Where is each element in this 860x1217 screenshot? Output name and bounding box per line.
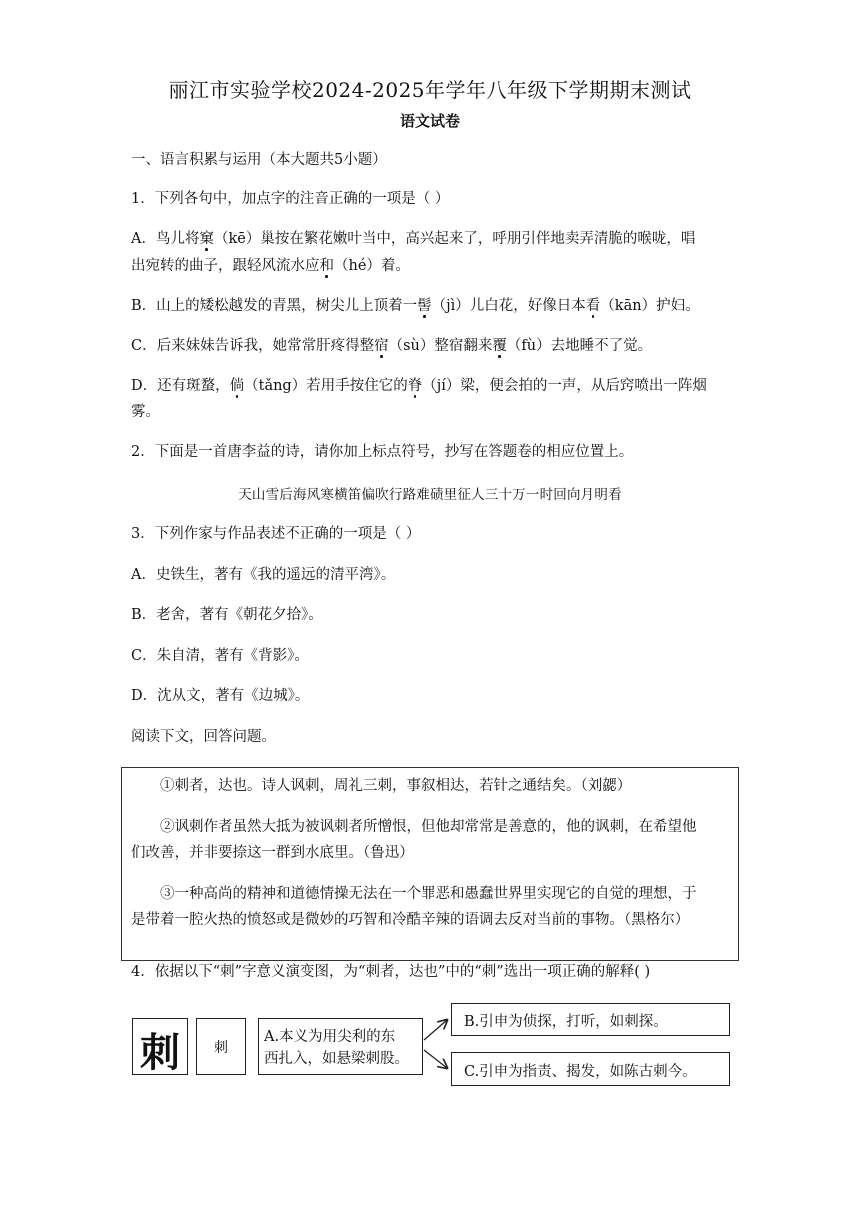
passage-paragraph-2-line1: ②讽刺作者虽然大抵为被讽刺者所憎恨，但他却常常是善意的，他的讽刺，在希望他 xyxy=(160,819,697,835)
arrow-to-c xyxy=(424,1050,447,1068)
q1c-mid: （sù）整宿翻来 xyxy=(388,338,493,354)
q3-option-b: B．老舍，著有《朝花夕拾》。 xyxy=(131,607,323,623)
q1b-prefix: B．山上的矮松越发的青黑，树尖儿上顶着一 xyxy=(131,298,418,314)
reading-intro: 阅读下文，回答问题。 xyxy=(131,729,276,745)
q1a-mid: （kē）巢按在繁花嫩叶当中，高兴起来了，呼朋引伴地卖弄清脆的喉咙，唱 xyxy=(213,231,696,247)
q1b-suffix: （kān）护妇。 xyxy=(600,298,700,314)
q1a-line2-suffix: （hé）着。 xyxy=(334,258,410,274)
q3-option-c: C．朱自清，著有《背影》。 xyxy=(131,648,309,664)
q1c-dotted-char-1: 宿 xyxy=(374,338,389,354)
passage-paragraph-3-line2: 是带着一腔火热的愤怒或是微妙的巧智和冷酷辛辣的语调去反对当前的事物。（黑格尔） xyxy=(131,912,690,928)
q1d-dotted-char-2: 脊 xyxy=(407,378,423,394)
q1c-prefix: C．后来妹妹告诉我，她常常肝疼得整 xyxy=(131,338,375,354)
meaning-b-text: B.引申为侦探，打听，如刺探。 xyxy=(464,1014,668,1030)
meaning-a-line2: 西扎入，如悬梁刺股。 xyxy=(264,1051,409,1067)
seal-script-char: 刺 xyxy=(140,1029,180,1076)
q3-option-d: D．沈从文，著有《边城》。 xyxy=(131,688,310,704)
q1-stem: 1．下列各句中，加点字的注音正确的一项是（ ） xyxy=(131,191,450,207)
q3-stem: 3．下列作家与作品表述不正确的一项是（ ） xyxy=(131,526,421,542)
exam-subtitle: 语文试卷 xyxy=(399,112,460,130)
arrow-to-b xyxy=(424,1020,447,1040)
q1b-mid: （jì）儿白花，好像日本 xyxy=(431,298,586,314)
q1a-dotted-char-1: 窠 xyxy=(199,231,214,247)
q2-poem: 天山雪后海风寒横笛偏吹行路难碛里征人三十万一时回向月明看 xyxy=(238,487,622,503)
q1c-suffix: （fù）去地睡不了觉。 xyxy=(506,338,653,354)
section-heading: 一、语言积累与运用（本大题共5小题） xyxy=(131,152,387,168)
q1d-dotted-char-1: 倘 xyxy=(229,378,245,394)
q1a-dotted-char-2: 和 xyxy=(319,258,334,274)
modern-char: 刺 xyxy=(214,1040,228,1056)
q3-option-a: A．史铁生，著有《我的遥远的清平湾》。 xyxy=(131,567,396,583)
q2-stem: 2．下面是一首唐李益的诗，请你加上标点符号，抄写在答题卷的相应位置上。 xyxy=(131,444,634,460)
q1d-suffix: （jí）梁，便会拍的一声，从后窍喷出一阵烟 xyxy=(422,378,707,394)
q1-option-d-line2: 雾。 xyxy=(131,404,160,420)
passage-paragraph-3-line1: ③一种高尚的精神和道德情操无法在一个罪恶和愚蠢世界里实现它的自觉的理想，于 xyxy=(160,886,697,902)
meaning-c-text: C.引申为指责、揭发，如陈古刺今。 xyxy=(464,1064,697,1080)
q4-stem: 4．依据以下“刺”字意义演变图，为“刺者，达也”中的“刺”选出一项正确的解释( ) xyxy=(131,964,651,980)
exam-title: 丽江市实验学校2024-2025年学年八年级下学期期末测试 xyxy=(168,78,692,102)
q1d-mid: （tǎng）若用手按住它的 xyxy=(244,378,408,394)
q1a-line2-prefix: 出宛转的曲子，跟轻风流水应 xyxy=(131,258,320,274)
passage-paragraph-1: ①刺者，达也。诗人讽刺，周礼三刺，事叙相达，若针之通结矣。（刘勰） xyxy=(160,778,632,794)
meaning-a-line1: A.本义为用尖利的东 xyxy=(264,1029,396,1045)
q1b-dotted-char-1: 髻 xyxy=(417,298,432,314)
q1a-prefix: A．鸟儿将 xyxy=(131,231,200,247)
passage-paragraph-2-line2: 们改善，并非要捺这一群到水底里。（鲁迅） xyxy=(131,845,414,861)
q1d-prefix: D．还有斑蝥， xyxy=(131,378,230,394)
q1c-dotted-char-2: 覆 xyxy=(492,338,507,354)
q1b-dotted-char-2: 看 xyxy=(585,298,601,314)
